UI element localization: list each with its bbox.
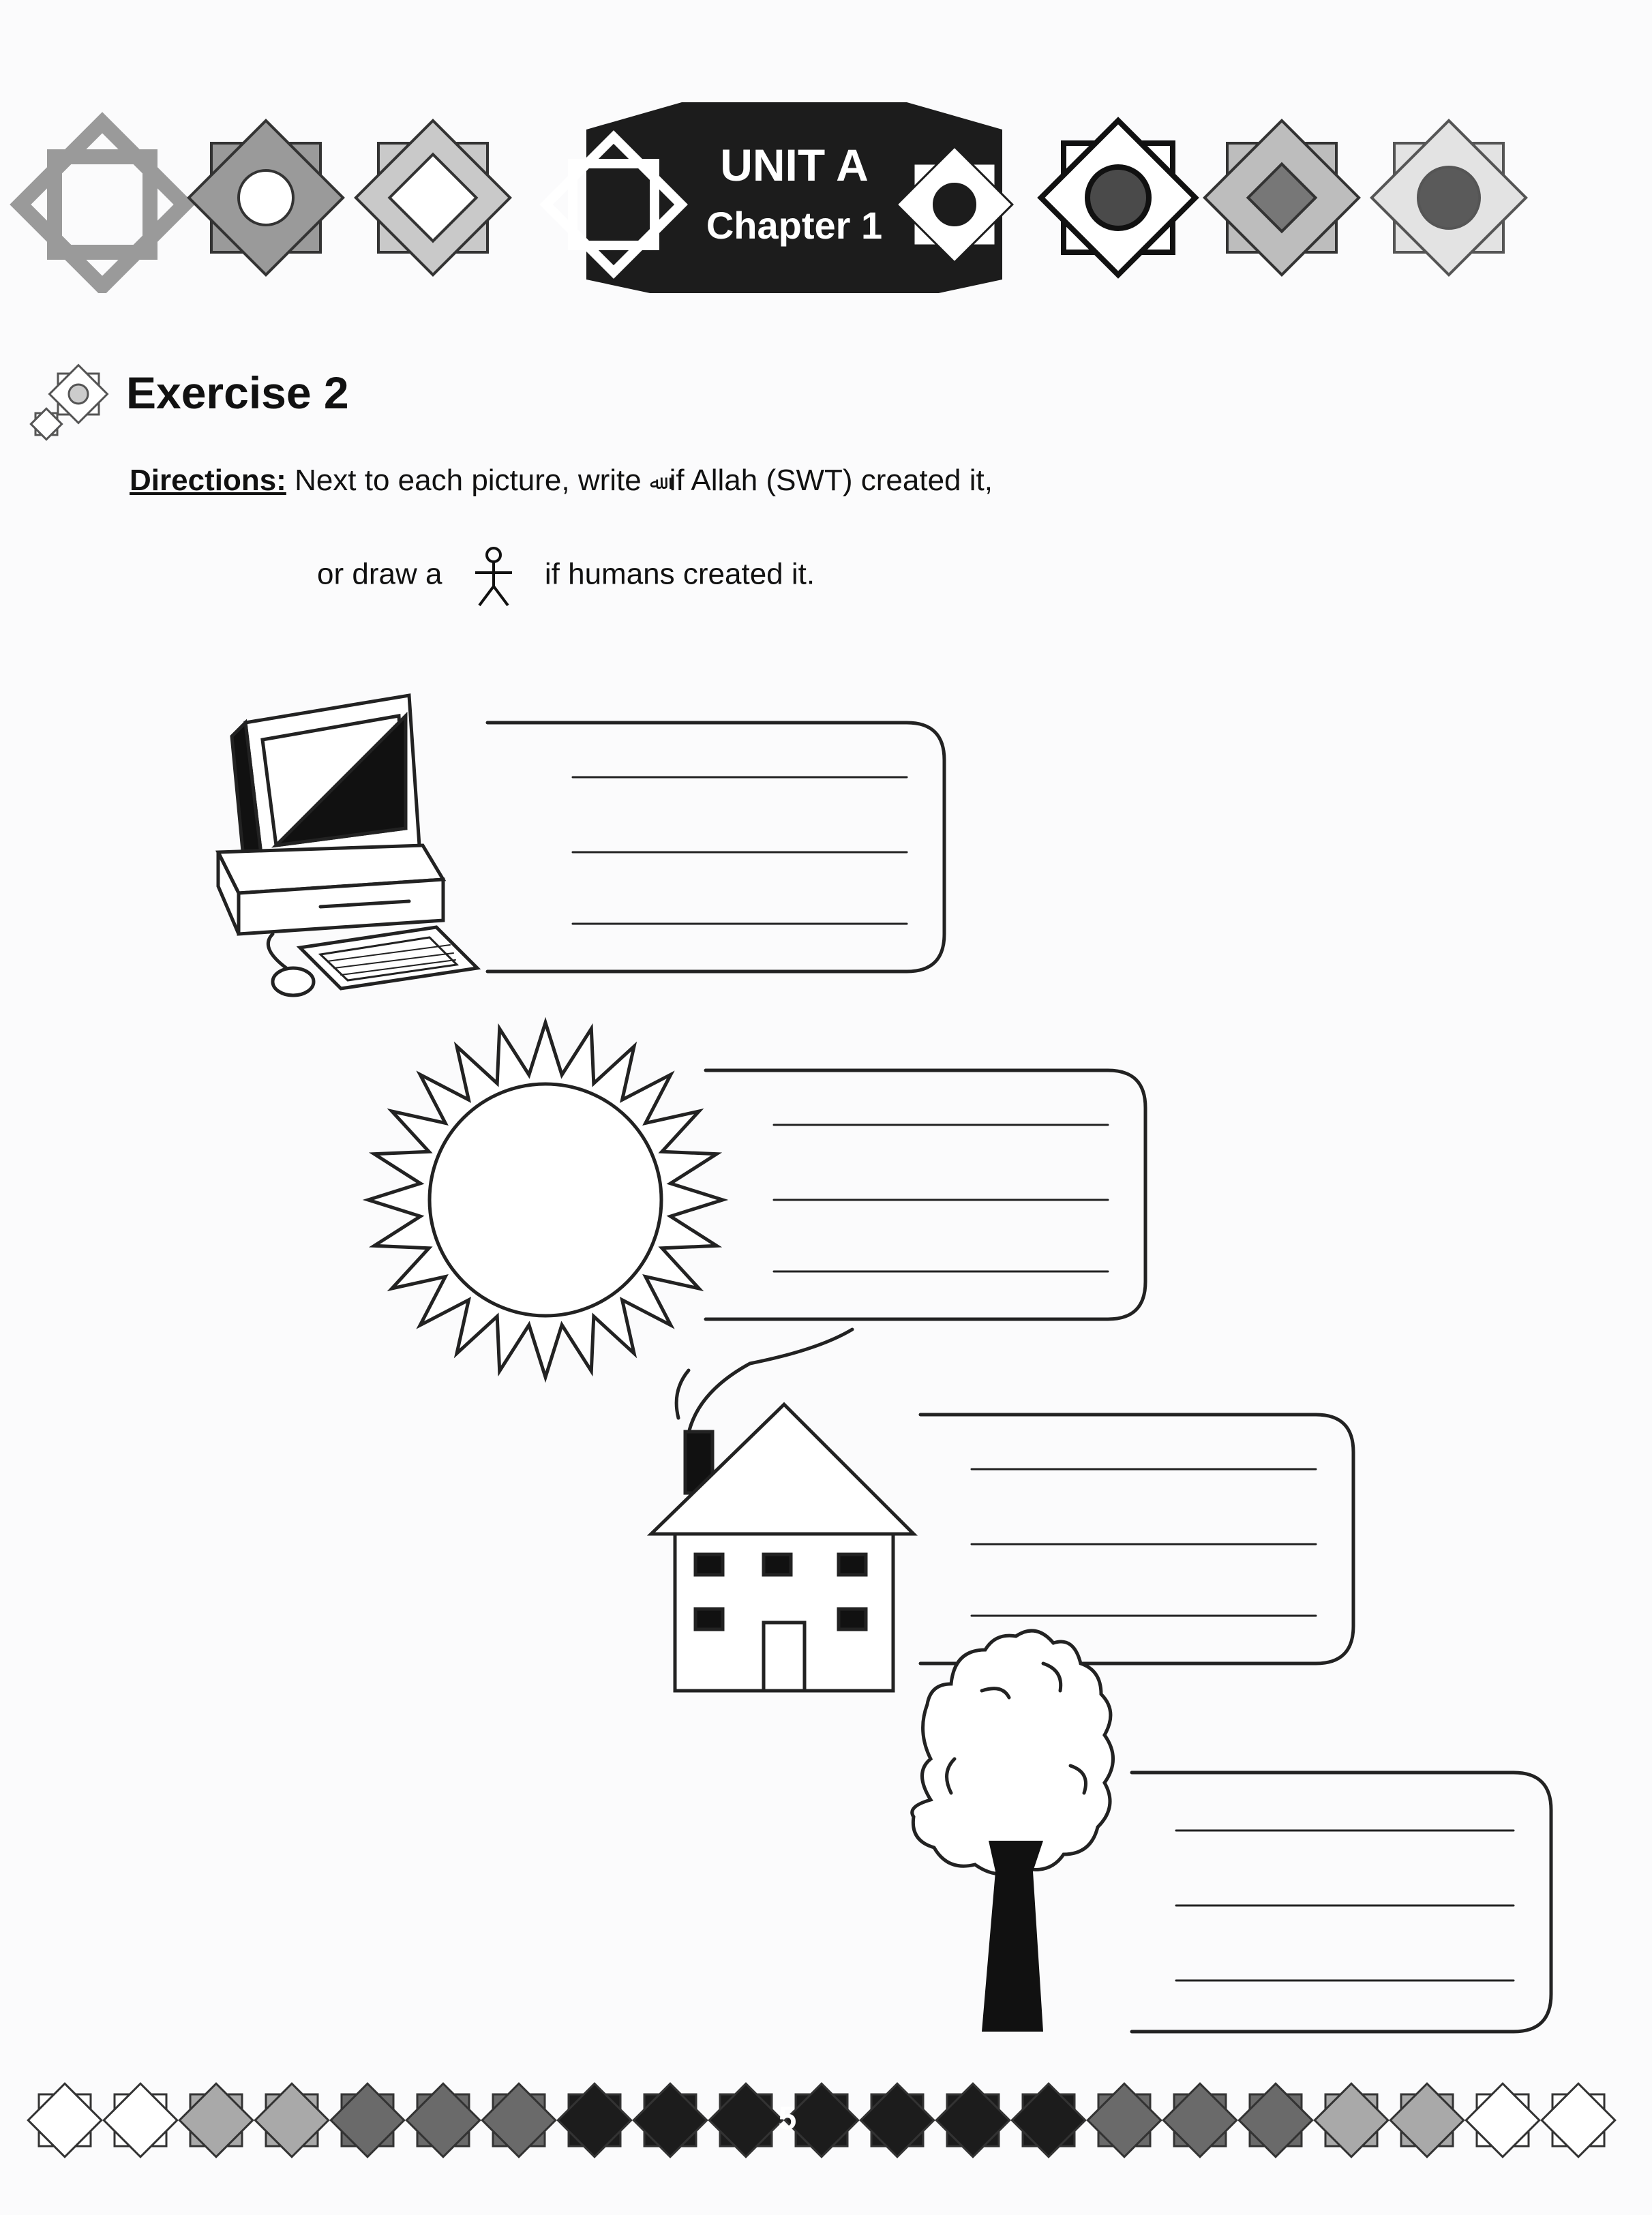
exercise-title: Exercise 2 <box>126 367 349 418</box>
footer-star-icon <box>860 2083 933 2156</box>
tree-icon <box>912 1631 1113 2032</box>
footer-star-icon <box>936 2083 1009 2156</box>
footer-star-icon <box>1239 2083 1312 2156</box>
allah-calligraphy-icon: ﷲ <box>649 470 661 494</box>
footer-star-icon <box>1390 2083 1463 2156</box>
footer-star-icon <box>558 2083 631 2156</box>
answer-box-2 <box>706 1070 1145 1319</box>
directions-text-1a: Next to each picture, write <box>295 464 642 497</box>
footer-star-icon <box>1315 2083 1387 2156</box>
directions-text-1b: if Allah (SWT) created it, <box>669 464 993 497</box>
footer-star-icon <box>179 2083 252 2156</box>
page-number: 5 <box>778 2100 797 2137</box>
directions-label: Directions: <box>130 464 286 497</box>
directions-text-2b: if humans created it. <box>544 557 815 591</box>
directions-text-2a: or draw a <box>317 557 442 591</box>
answer-box-3 <box>920 1415 1353 1663</box>
footer-star-icon <box>28 2083 101 2156</box>
footer-star-icon <box>1542 2083 1615 2156</box>
footer-star-icon <box>406 2083 479 2156</box>
footer-star-icon <box>1087 2083 1160 2156</box>
footer-star-icon <box>482 2083 555 2156</box>
footer-star-icon <box>633 2083 706 2156</box>
footer-star-icon <box>1163 2083 1236 2156</box>
unit-title: UNIT A <box>720 140 869 190</box>
answer-box-4 <box>1132 1773 1551 2032</box>
footer-star-icon <box>255 2083 328 2156</box>
chapter-title: Chapter 1 <box>706 204 883 247</box>
sun-icon <box>368 1023 723 1377</box>
footer-star-icon <box>1466 2083 1539 2156</box>
footer-ornament-band <box>0 2073 1652 2168</box>
house-icon <box>651 1329 914 1691</box>
answer-box-1 <box>487 723 944 971</box>
footer-star-icon <box>104 2083 177 2156</box>
footer-star-icon <box>331 2083 404 2156</box>
computer-icon <box>218 695 477 995</box>
footer-star-icon <box>1012 2083 1085 2156</box>
